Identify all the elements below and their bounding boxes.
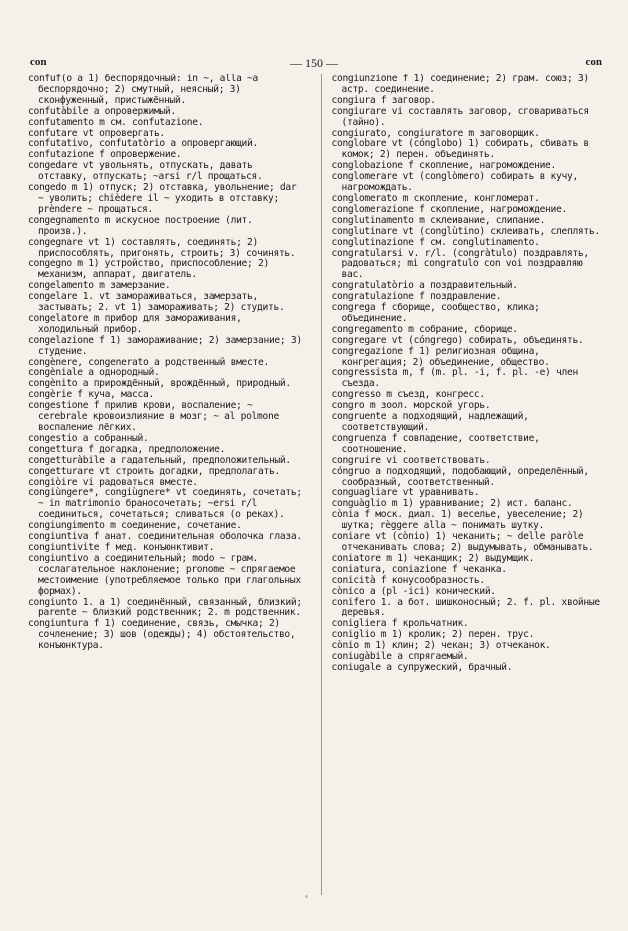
dictionary-entry: congiuntiva f анат. соединительная оболочка глаза. (28, 531, 302, 543)
dictionary-entry: congegnare vt 1) составлять, соединять; 2) приспособлять, пригонять, строить; 3) сочинять. (28, 236, 296, 259)
page-speck (305, 895, 308, 898)
dictionary-entry: congiuntivite f мед. конъюнктивит. (28, 541, 215, 553)
dictionary-entry: conguàglio m 1) уравнивание; 2) ист. баланс. (331, 498, 573, 510)
text-columns (28, 74, 608, 895)
dictionary-entry: congèrie f куча, масса. (28, 389, 154, 401)
dictionary-entry: conglomerare vt (conglòmero) собирать в кучу, нагромождать. (331, 171, 578, 194)
dictionary-entry: confutàbile a опровержимый. (28, 105, 176, 117)
dictionary-entry: coniglio m 1) кролик; 2) перен. трус. (331, 629, 535, 641)
dictionary-entry: congestio a собранный. (28, 432, 149, 444)
dictionary-entry: congèniale a однородный. (28, 367, 160, 379)
dictionary-entry: congiùngere*, congiùgnere* vt соединять, сочетать; ~ in matrimonio браносочетать; ~ersi r/l соединиться, сочетаться; сливаться (о реках). (28, 487, 302, 521)
dictionary-entry: conglomerazione f скопление, нагромождение. (331, 203, 567, 215)
dictionary-entry: cóngruo a подходящий, подобающий, определённый, сообразный, соответственный. (331, 465, 589, 488)
dictionary-entry: conifero 1. a бот. шишконосный; 2. f. pl. хвойные деревья. (331, 596, 600, 619)
dictionary-entry: congestione f прилив крови, воспаление; ~ cerebrale кровоизлияние в мозг; ~ al polmone воспаление лёгких. (28, 400, 279, 433)
dictionary-entry: congènito a прирождённый, врождённый, природный. (28, 378, 291, 390)
dictionary-entry: cònia f моск. диал. 1) веселье, увеселение; 2) шутка; règgere alla ~ понимать шутку. (331, 509, 584, 532)
dictionary-entry: conglutinazione f см. conglutinamento. (331, 236, 540, 248)
dictionary-entry: congetturàbile a гадательный, предположительный. (28, 454, 291, 466)
dictionary-entry: coniatore m 1) чеканщик; 2) выдумщик. (331, 552, 535, 564)
dictionary-entry: congedare vt увольнять, отпускать, давать отставку, отпускать; ~arsi r/l прощаться. (28, 160, 263, 183)
dictionary-entry: congiura f заговор. (331, 94, 436, 106)
dictionary-entry: conglobazione f скопление, нагромождение. (331, 160, 557, 172)
dictionary-entry: congiunto 1. a 1) соединённый, связанный, близкий; parente ~ близкий родственник; 2. m родственник. (28, 596, 302, 619)
dictionary-entry: congregare vt (cóngrego) собирать, объединять. (331, 334, 584, 346)
dictionary-entry: confuf(o a 1) беспорядочный: in ~, alla ~a беспорядочно; 2) смутный, неясный; 3) сконфуженный, пристыжённый. (28, 74, 258, 106)
running-head-right: con (585, 56, 602, 68)
dictionary-entry: congelare 1. vt замораживаться, замерзать, застывать; 2. vt 1) замораживать; 2) студить. (28, 291, 285, 314)
dictionary-entry: congiuntivo a соединительный; modo ~ грам. сослагательное наклонение; pronome ~ спрягаемое местоимение (употребляемое только при глагольных формах). (28, 552, 301, 597)
dictionary-entry: coniatura, coniazione f чеканка. (331, 563, 507, 575)
page-number: — 150 — (290, 56, 338, 70)
dictionary-entry: cònio m 1) клин; 2) чекан; 3) отчеканок. (331, 640, 551, 652)
dictionary-entry: conglobare vt (cónglobo) 1) собирать, сбивать в комок; 2) перен. объединять. (331, 138, 589, 161)
dictionary-entry: congratulazione f поздравление. (331, 291, 502, 303)
dictionary-entry: congiuntura f 1) соединение, связь, смычка; 2) сочленение; 3) шов (одежды); 4) обстоятельство, конъюнктура. (28, 618, 296, 652)
dictionary-entry: congetturare vt строить догадки, предполагать. (28, 465, 280, 477)
dictionary-entry: congressista m, f (m. pl. -i, f. pl. -e) член съезда. (331, 367, 578, 390)
right-column (321, 74, 609, 895)
left-column (28, 74, 305, 895)
dictionary-entry: coniugale a супружеский, брачный. (331, 661, 513, 673)
dictionary-entry: confutamento m см. confutazione. (28, 116, 204, 128)
dictionary-entry: conguagliare vt уравнивать. (331, 487, 480, 499)
dictionary-entry: congruire vi соответствовать. (331, 454, 491, 466)
dictionary-entry: congresso m съезд, конгресс. (331, 389, 485, 401)
dictionary-entry: congelazione f 1) замораживание; 2) замерзание; 3) студение. (28, 334, 302, 357)
running-head-left: con (30, 56, 47, 68)
dictionary-entry: cònico a (pl -ici) конический. (331, 585, 496, 597)
dictionary-entry: coniugàbile a спрягаемый. (331, 651, 469, 663)
dictionary-entry: congiòire vi радоваться вместе. (28, 476, 198, 488)
dictionary-entry: congiunzione f 1) соединение; 2) грам. союз; 3) астр. соединение. (331, 74, 589, 95)
dictionary-entry: confutativo, confutatòrio a опровергающий. (28, 138, 258, 150)
dictionary-entry: congratularsi v. r/l. (congràtulo) поздравлять, радоваться; mi congratulo con voi поздравляю вас. (331, 247, 589, 281)
dictionary-entry: confutare vt опровергать. (28, 127, 165, 139)
dictionary-entry: congregazione f 1) религиозная община, конгрегация; 2) объединение, общество. (331, 345, 550, 368)
dictionary-entry: congelatore m прибор для замораживания, холодильный прибор. (28, 312, 242, 335)
dictionary-entry: congelamento m замерзание. (28, 280, 171, 292)
dictionary-entry: congegnamento m искусное построение (лит. произв.). (28, 214, 253, 237)
dictionary-entry: conicità f конусообразность. (331, 574, 485, 586)
dictionary-entry: congedo m 1) отпуск; 2) отставка, увольнение; dar ~ уволить; chièdere il ~ уходить в отставку; prèndere ~ прощаться. (28, 182, 297, 215)
dictionary-entry: congènere, congenerato a родственный вместе. (28, 356, 269, 368)
dictionary-entry: conglutinamento m склеивание, слипание. (331, 214, 546, 226)
dictionary-entry: congrega f сборище, сообщество, клика; объединение. (331, 302, 540, 324)
dictionary-entry: conigliera f крольчатник. (331, 618, 469, 630)
dictionary-entry: congegno m 1) устройство, приспособление; 2) механизм, аппарат, двигатель. (28, 258, 269, 281)
dictionary-entry: congiungimento m соединение, сочетание. (28, 520, 242, 532)
dictionary-entry: congro m зоол. морской угорь. (331, 400, 491, 412)
dictionary-entry: congruenza f совпадение, соответствие, соотношение. (331, 432, 540, 455)
dictionary-entry: conglutinare vt (conglùtino) склеивать, слеплять. (331, 225, 600, 237)
dictionary-entry: coniare vt (cònio) 1) чеканить; ~ delle paròle отчеканивать слова; 2) выдумывать, обманывать. (331, 531, 594, 553)
dictionary-entry: confutazione f опровержение. (28, 149, 182, 161)
dictionary-entry: congettura f догадка, предположение. (28, 443, 226, 455)
dictionary-entry: congruente a подходящий, надлежащий, соответствующий. (331, 411, 529, 433)
dictionary-entry: congiurare vi составлять заговор, сговариваться (тайно). (331, 105, 589, 128)
dictionary-entry: congratulatòrio a поздравительный. (331, 280, 518, 292)
dictionary-entry: congiurato, congiuratore m заговорщик. (331, 127, 540, 139)
dictionary-entry: conglomerato m скопление, конгломерат. (331, 192, 540, 204)
dictionary-entry: congregamento m собрание, сборище. (331, 323, 518, 335)
